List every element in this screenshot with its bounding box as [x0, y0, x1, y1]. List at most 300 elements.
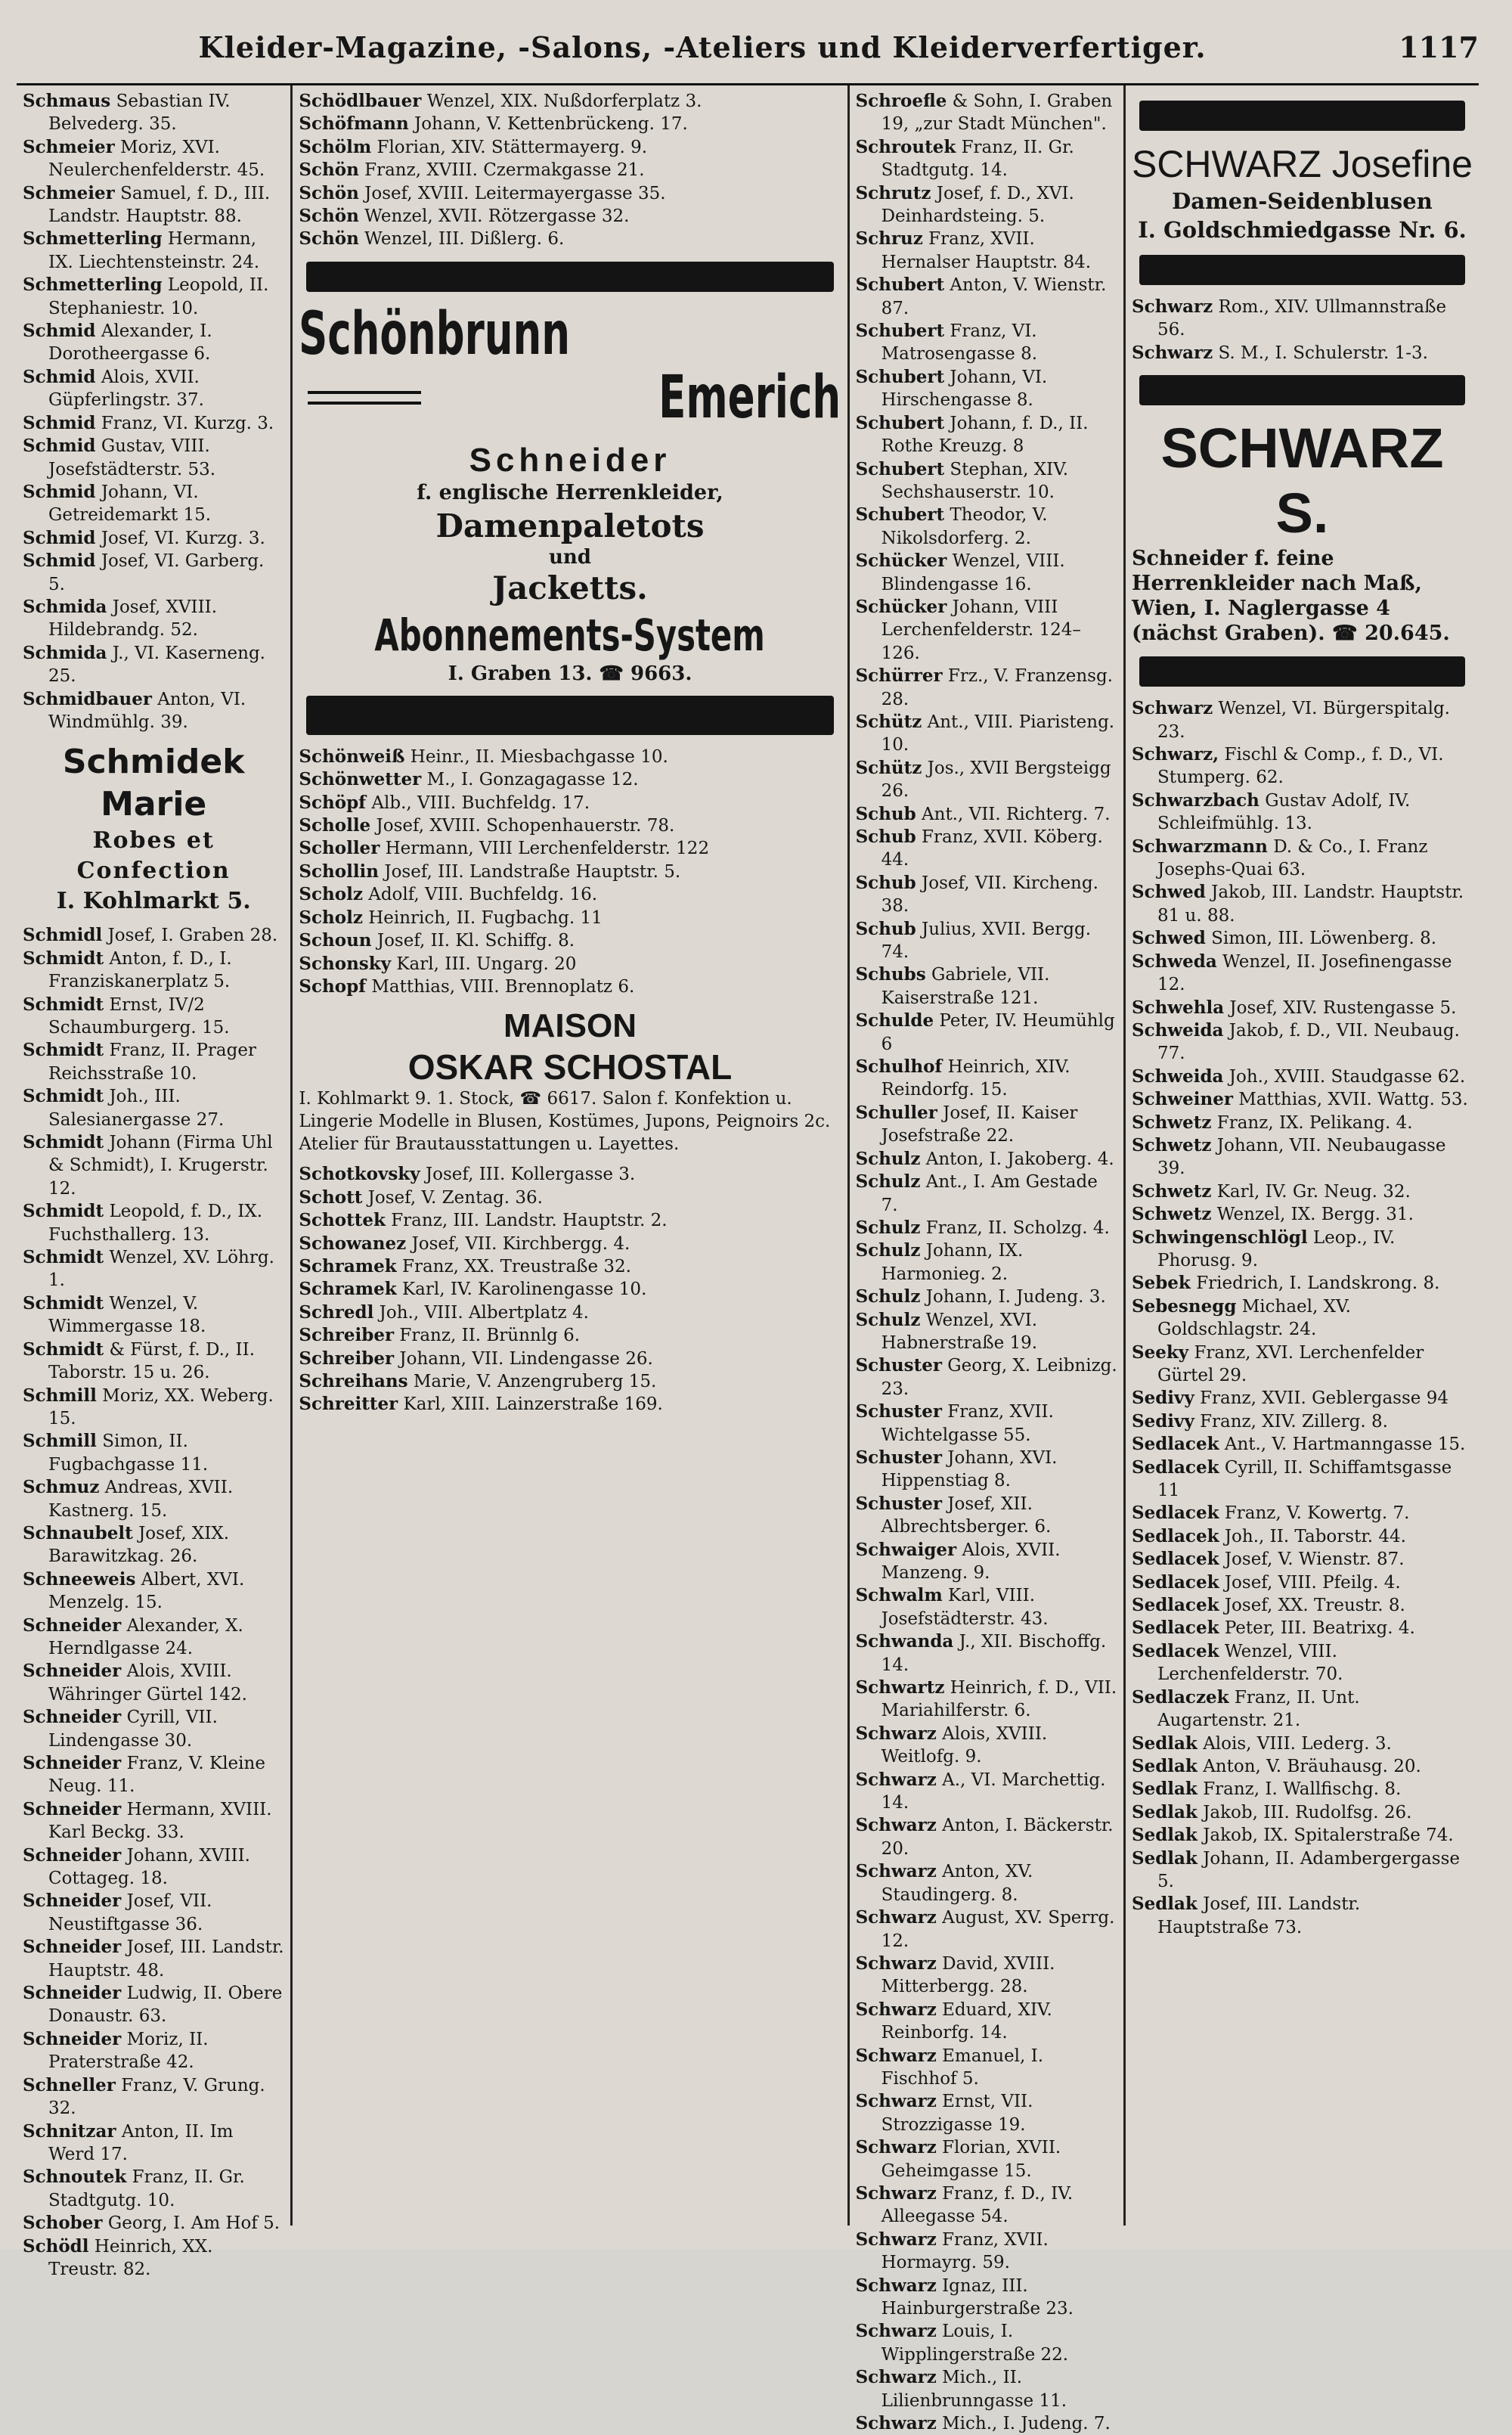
entry-name: Schmid — [23, 527, 96, 548]
entry-details: Josef, XX. Treustr. 8. — [1224, 1596, 1405, 1616]
directory-entry — [856, 1217, 1117, 1239]
entry-name: Schwarz — [855, 1769, 937, 1790]
entry-details: Josef, XVIII. Hildebrandg. 52. — [48, 597, 218, 641]
entry-details: Josef, f. D., XVI. Deinhardsteing. 5. — [881, 183, 1074, 227]
entry-details: Wenzel, III. Dißlerg. 6. — [364, 229, 565, 250]
entry-details: Franz, II. Gr. Stadtgutg. 14. — [881, 137, 1074, 181]
entry-details: Franz, V. Kleine Neug. 11. — [48, 1754, 265, 1797]
entry-name: Schneider — [23, 1983, 122, 2004]
directory-entry — [1132, 296, 1473, 342]
entry-details: S. M., I. Schulerstr. 1-3. — [1218, 343, 1428, 363]
directory-entry — [856, 711, 1117, 757]
entry-details: Johann, VI. Hirschengasse 8. — [881, 367, 1048, 411]
entry-name: Schubert — [855, 458, 945, 479]
entry-details: Johann, VII. Neubaugasse 39. — [1157, 1135, 1446, 1179]
directory-entry — [23, 481, 284, 527]
entry-name: Sedlak — [1131, 1779, 1198, 1800]
entry-name: Schneeweis — [23, 1568, 136, 1590]
directory-entry — [23, 948, 284, 994]
entry-details: Mich., I. Judeng. 7. — [942, 2414, 1111, 2434]
running-title: Kleider-Magazine, -Salons, -Ateliers und Kleiderverfertiger. — [198, 30, 1207, 64]
entry-name: Schubert — [855, 504, 945, 526]
ad-line: Damen-Seidenblusen — [1172, 188, 1433, 214]
entry-name: Schmidt — [23, 1292, 104, 1314]
entry-name: Schmid — [23, 436, 96, 457]
entry-details: Peter, III. Beatrixg. 4. — [1224, 1618, 1415, 1639]
directory-entry — [23, 994, 284, 1040]
entry-name: Schmida — [23, 596, 107, 617]
entry-name: Sebesnegg — [1131, 1295, 1237, 1317]
ad-line: und — [548, 545, 591, 569]
entry-name: Schwetz — [1131, 1204, 1212, 1225]
directory-entry — [856, 1401, 1117, 1447]
entry-details: Karl, IV. Gr. Neug. 32. — [1216, 1181, 1411, 1202]
entry-details: Franz, XVII. Hormayrg. 59. — [881, 2229, 1049, 2273]
directory-entry — [299, 182, 841, 205]
entry-name: Schneller — [23, 2074, 116, 2095]
directory-entry — [23, 1660, 284, 1706]
entry-name: Schwarz — [855, 2045, 937, 2066]
entry-name: Schwetz — [1131, 1180, 1212, 1202]
entry-details: Theodor, V. Nikolsdorferg. 2. — [881, 505, 1048, 548]
entry-details: Gustav Adolf, IV. Schleifmühlg. 13. — [1157, 790, 1411, 834]
entry-name: Schopf — [299, 976, 367, 997]
entry-name: Schweiner — [1131, 1089, 1233, 1110]
entry-name: Schneider — [23, 2028, 122, 2049]
entry-details: Marie, V. Anzengruberg 15. — [413, 1371, 657, 1391]
entry-details: Simon, III. Löwenberg. 8. — [1211, 929, 1437, 949]
entry-details: Hermann, IX. Liechtensteinstr. 24. — [48, 229, 260, 272]
entry-details: Franz, XVII. Geblergasse 94 — [1200, 1388, 1448, 1409]
entry-details: Wenzel, IX. Bergg. 31. — [1216, 1205, 1414, 1225]
entry-name: Schreitter — [299, 1394, 398, 1415]
ad-line: Jacketts. — [492, 569, 648, 606]
entry-details: Alb., VIII. Buchfeldg. 17. — [371, 793, 590, 813]
directory-entry — [1132, 1778, 1473, 1801]
directory-entry — [856, 2229, 1117, 2275]
entry-name: Schroutek — [855, 136, 956, 157]
entry-details: Johann, VII. Lindengasse 26. — [399, 1348, 653, 1369]
entry-details: Anton, I. Bäckerstr. 20. — [881, 1816, 1114, 1859]
ad-schmidek-marie — [23, 741, 284, 917]
entry-name: Schub — [855, 803, 916, 824]
directory-entry — [1132, 1686, 1473, 1732]
ad-line: f. englische Herrenkleider, — [417, 480, 723, 504]
entry-name: Schoun — [299, 930, 372, 951]
columns — [17, 85, 1479, 2434]
entry-details: Jakob, IX. Spitalerstraße 74. — [1203, 1825, 1454, 1846]
ornament-bar — [1139, 656, 1465, 687]
entry-name: Schuster — [855, 1401, 942, 1422]
directory-entry — [299, 1209, 841, 1232]
directory-entry — [299, 1255, 841, 1278]
ad-maison-schostal — [299, 1006, 841, 1155]
entry-name: Sedlacek — [1131, 1434, 1219, 1455]
entry-details: August, XV. Sperrg. 12. — [881, 1908, 1115, 1951]
directory-entry — [1132, 1180, 1473, 1203]
entry-details: David, XVIII. Mitterbergg. 28. — [881, 1953, 1055, 1997]
directory-entry — [23, 1752, 284, 1798]
directory-entry — [299, 205, 841, 228]
entry-details: Franz, II. Unt. Augartenstr. 21. — [1157, 1687, 1360, 1731]
directory-entry — [856, 1906, 1117, 1953]
ad-schoenbrunn-emerich — [299, 299, 841, 685]
entry-name: Schulz — [855, 1240, 921, 1261]
ornament-bar — [306, 262, 833, 292]
entry-details: Franz, II. Scholzg. 4. — [925, 1218, 1110, 1238]
entry-name: Schroefle — [855, 91, 947, 111]
entry-name: Sedivy — [1131, 1410, 1194, 1432]
entry-details: D. & Co., I. Franz Josephs-Quai 63. — [1157, 836, 1428, 880]
directory-entry — [23, 1798, 284, 1844]
entry-name: Schmid — [23, 551, 96, 572]
entry-details: & Fürst, f. D., II. Taborstr. 15 u. 26. — [48, 1339, 256, 1383]
directory-entry — [23, 2235, 284, 2281]
directory-entry — [856, 1493, 1117, 1539]
directory-entry — [1132, 1732, 1473, 1755]
directory-entry — [23, 924, 284, 947]
entry-name: Schön — [299, 160, 359, 181]
directory-entry — [1132, 836, 1473, 882]
entry-details: Johann, VIII Lerchenfelderstr. 124–126. — [881, 597, 1081, 663]
entry-details: Alois, XVIII. Währinger Gürtel 142. — [48, 1661, 247, 1704]
entry-name: Schreihans — [299, 1370, 408, 1391]
entry-details: Franz, III. Landstr. Hauptstr. 2. — [391, 1211, 668, 1231]
directory-entry — [23, 527, 284, 550]
directory-entry — [299, 792, 841, 814]
directory-entry — [1132, 1227, 1473, 1273]
directory-entry — [23, 90, 284, 136]
directory-entry — [23, 688, 284, 734]
directory-entry — [856, 1584, 1117, 1630]
entry-details: Heinrich, f. D., VII. Mariahilferstr. 6. — [881, 1678, 1117, 1721]
entry-details: Johann, XVIII. Cottageg. 18. — [48, 1845, 250, 1889]
entry-name: Schönwetter — [299, 769, 422, 790]
entry-name: Schmill — [23, 1385, 97, 1406]
entry-details: Gustav, VIII. Josefstädterstr. 53. — [48, 436, 216, 479]
directory-entry — [856, 504, 1117, 550]
entry-name: Schwarz — [855, 1953, 937, 1974]
directory-entry — [299, 1393, 841, 1416]
directory-entry — [299, 953, 841, 976]
entry-details: Cyrill, VII. Lindengasse 30. — [48, 1708, 218, 1751]
entry-details: Josef, III. Kollergasse 3. — [425, 1165, 636, 1185]
entry-name: Schmid — [23, 321, 96, 342]
entry-details: Ernst, IV/2 Schaumburgerg. 15. — [48, 994, 230, 1038]
directory-entry — [1132, 1801, 1473, 1824]
entry-name: Schwarz — [855, 1999, 937, 2020]
directory-entry — [299, 113, 841, 135]
entry-name: Sedlacek — [1131, 1456, 1219, 1478]
entry-details: J., XII. Bischoffg. 14. — [881, 1632, 1107, 1675]
entry-details: Franz, I. Wallfischg. 8. — [1203, 1779, 1402, 1800]
directory-entry — [1132, 1594, 1473, 1617]
entry-name: Schöfmann — [299, 113, 409, 135]
entry-details: Joh., XVIII. Staudgasse 62. — [1228, 1066, 1466, 1087]
entry-details: Fischl & Comp., f. D., VI. Stumperg. 62. — [1157, 745, 1444, 788]
entry-details: Wenzel, XVII. Rötzergasse 32. — [364, 206, 630, 227]
entry-details: Franz, V. Kowertg. 7. — [1224, 1503, 1410, 1524]
entry-details: Karl, IV. Karolinengasse 10. — [401, 1280, 647, 1300]
entry-name: Schruz — [855, 228, 923, 250]
directory-entry — [856, 1814, 1117, 1860]
entry-name: Schwarz — [1131, 342, 1213, 363]
entry-details: Joh., III. Salesianergasse 27. — [48, 1087, 225, 1130]
directory-entry — [856, 1677, 1117, 1723]
directory-entry — [23, 2120, 284, 2167]
entry-name: Schuller — [855, 1102, 937, 1123]
entry-details: Joh., II. Taborstr. 44. — [1224, 1526, 1406, 1546]
entry-name: Schneider — [23, 1707, 122, 1728]
entry-details: Johann, IX. Harmonieg. 2. — [881, 1241, 1024, 1284]
ad-address: I. Graben 13. ☎ 9663. — [448, 662, 692, 685]
entry-details: Alois, XVII. Güpferlingstr. 37. — [48, 367, 204, 411]
entry-name: Schulz — [855, 1171, 921, 1193]
directory-entry — [1132, 1342, 1473, 1388]
directory-entry — [23, 1338, 284, 1385]
directory-entry — [1132, 927, 1473, 950]
ad-schwarz-s — [1132, 416, 1473, 646]
entry-name: Schwarzmann — [1131, 836, 1268, 857]
entry-name: Sedivy — [1131, 1388, 1194, 1409]
directory-entry — [856, 665, 1117, 711]
entry-details: Leop., IV. Phorusg. 9. — [1157, 1227, 1396, 1270]
entry-details: Johann, VI. Getreidemarkt 15. — [48, 482, 212, 526]
entry-name: Schwarz — [855, 2137, 937, 2158]
entry-details: Wenzel, VI. Bürgerspitalg. 23. — [1157, 699, 1450, 742]
entry-name: Schubs — [855, 964, 926, 985]
directory-entry — [23, 1982, 284, 2028]
entry-name: Sedlacek — [1131, 1571, 1219, 1593]
directory-entry — [23, 1385, 284, 1431]
ad-name-first: Schönbrunn — [299, 299, 571, 368]
entry-name: Schwarz — [855, 1815, 937, 1836]
directory-entry — [23, 1890, 284, 1936]
entry-name: Schwalm — [855, 1585, 943, 1606]
directory-entry — [299, 1163, 841, 1186]
directory-entry — [856, 90, 1117, 136]
ad-name-second: OSKAR SCHOSTAL — [407, 1047, 733, 1087]
entry-name: Schwarz — [855, 2367, 937, 2388]
entry-details: Josef, XII. Albrechtsberger. 6. — [881, 1494, 1052, 1537]
ad-text: Schneider f. feine Herrenkleider nach Maß, Wien, I. Naglergasse 4 (nächst Graben). ☎ 20.645. — [1131, 547, 1450, 646]
entry-name: Schödlbauer — [299, 91, 422, 111]
entry-name: Schuster — [855, 1355, 942, 1376]
entry-details: Franz, XX. Treustraße 32. — [401, 1256, 631, 1276]
entry-details: Julius, XVII. Bergg. 74. — [881, 919, 1092, 963]
directory-entry — [23, 1568, 284, 1615]
entry-details: Franz, II. Brünnlg 6. — [399, 1326, 581, 1346]
entry-details: Franz, XIV. Zillerg. 8. — [1200, 1411, 1388, 1432]
entry-details: Johann, I. Judeng. 3. — [925, 1287, 1106, 1307]
directory-entry — [856, 1010, 1117, 1056]
directory-entry — [299, 228, 841, 250]
directory-entry — [856, 274, 1117, 320]
entry-name: Schön — [299, 228, 359, 250]
directory-entry — [856, 182, 1117, 228]
entry-name: Schmidt — [23, 1201, 104, 1222]
entry-details: Alois, XVII. Manzeng. 9. — [881, 1540, 1061, 1583]
entry-name: Schwaiger — [855, 1539, 957, 1560]
directory-entry — [856, 963, 1117, 1010]
entry-details: Ant., VII. Richterg. 7. — [922, 804, 1111, 824]
entry-name: Schücker — [855, 551, 947, 572]
entry-name: Schmetterling — [23, 228, 163, 250]
entry-details: Wenzel, XV. Löhrg. 1. — [48, 1248, 274, 1291]
ad-text: I. Kohlmarkt 9. 1. Stock, ☎ 6617. Salon f. Konfektion u. Lingerie Modelle in Blusen, Kostümes, Jupons, Peignoirs 2c. Atelier für Brautausstattungen u. Layettes. — [299, 1089, 831, 1155]
entry-details: Johann, f. D., II. Rothe Kreuzg. 8 — [881, 413, 1089, 457]
directory-entry — [856, 596, 1117, 665]
directory-entry — [299, 1370, 841, 1393]
entry-name: Schölm — [299, 136, 372, 157]
entry-details: Josef, III. Landstraße Hauptstr. 5. — [384, 861, 681, 882]
directory-entry — [856, 320, 1117, 366]
entry-details: Andreas, XVII. Kastnerg. 15. — [48, 1478, 234, 1521]
entry-name: Schott — [299, 1186, 363, 1208]
entry-name: Schmidl — [23, 925, 103, 946]
entry-name: Sedlacek — [1131, 1549, 1219, 1570]
directory-entry — [856, 1171, 1117, 1217]
directory-entry — [1132, 342, 1473, 364]
directory-entry — [1132, 1295, 1473, 1342]
directory-entry — [856, 1148, 1117, 1171]
directory-entry — [856, 2090, 1117, 2136]
entry-name: Schmaus — [23, 91, 111, 111]
entry-details: Wenzel, VIII. Lerchenfelderstr. 70. — [1157, 1641, 1343, 1685]
directory-entry — [23, 1430, 284, 1476]
directory-entry — [1132, 1134, 1473, 1180]
entry-name: Schollin — [299, 861, 380, 882]
entry-details: Franz, V. Grung. 32. — [48, 2075, 265, 2119]
entry-name: Schneider — [23, 1753, 122, 1773]
entry-name: Schön — [299, 206, 359, 227]
directory-entry — [299, 1186, 841, 1209]
entry-name: Schmidt — [23, 948, 104, 969]
directory-entry — [1132, 1847, 1473, 1894]
entry-name: Seeky — [1131, 1342, 1189, 1363]
entry-details: Jos., XVII Bergsteigg 26. — [881, 758, 1111, 802]
entry-name: Schowanez — [299, 1233, 407, 1254]
directory-entry — [1132, 1824, 1473, 1847]
directory-entry — [1132, 1617, 1473, 1639]
directory-entry — [23, 642, 284, 688]
entry-details: Alois, VIII. Lederg. 3. — [1203, 1733, 1392, 1754]
entry-details: Simon, II. Fugbachgasse 11. — [48, 1432, 209, 1475]
entry-name: Schücker — [855, 596, 947, 617]
entry-details: Franz, VI. Kurzg. 3. — [101, 413, 274, 433]
directory-entry — [299, 861, 841, 883]
directory-entry — [856, 550, 1117, 596]
entry-details: Leopold, II. Stephaniestr. 10. — [48, 275, 269, 318]
entry-details: Jakob, f. D., VII. Neubaug. 77. — [1157, 1020, 1460, 1064]
column-3 — [850, 85, 1126, 2434]
entry-name: Schneider — [23, 1891, 122, 1912]
directory-entry — [856, 1447, 1117, 1493]
entry-name: Schulz — [855, 1309, 921, 1330]
directory-entry — [23, 136, 284, 182]
entry-details: Franz, II. Gr. Stadtgutg. 10. — [48, 2167, 245, 2210]
entry-name: Schmidt — [23, 1338, 104, 1360]
entry-name: Schmid — [23, 412, 96, 433]
entry-name: Schwarzbach — [1131, 789, 1259, 811]
entry-name: Schonsky — [299, 953, 392, 974]
entry-name: Schubert — [855, 366, 945, 387]
directory-entry — [1132, 789, 1473, 836]
entry-details: Alois, XVIII. Weitlofg. 9. — [881, 1723, 1048, 1767]
directory-entry — [23, 412, 284, 435]
entry-name: Schrutz — [855, 182, 931, 203]
directory-entry — [1132, 1525, 1473, 1548]
directory-entry — [23, 1200, 284, 1246]
entry-details: Heinrich, II. Fugbachg. 11 — [368, 907, 603, 928]
entry-name: Schöpf — [299, 792, 367, 813]
entry-name: Schramek — [299, 1279, 397, 1300]
directory-entry — [23, 550, 284, 596]
entry-name: Sedlak — [1131, 1847, 1198, 1869]
ad-name: Schmidek Marie — [62, 743, 245, 824]
directory-entry — [23, 2074, 284, 2120]
entry-details: Josef, III. Landstr. Hauptstr. 48. — [48, 1937, 284, 1981]
entry-name: Schubert — [855, 412, 945, 433]
page-header — [17, 30, 1479, 85]
entry-name: Schmidt — [23, 1132, 104, 1153]
entry-details: Heinrich, XX. Treustr. 82. — [48, 2236, 213, 2279]
directory-entry — [856, 2182, 1117, 2229]
ad-name-second: Emerich — [658, 363, 841, 432]
entry-name: Schmid — [23, 481, 96, 502]
entry-details: Josef, III. Landstr. Hauptstraße 73. — [1157, 1894, 1361, 1937]
directory-entry — [1132, 951, 1473, 997]
entry-name: Schober — [23, 2213, 103, 2234]
entry-name: Schmidbauer — [23, 688, 152, 709]
directory-entry — [856, 757, 1117, 803]
directory-entry — [1132, 1640, 1473, 1686]
directory-entry — [856, 1953, 1117, 1999]
entry-details: Matthias, XVII. Wattg. 53. — [1238, 1090, 1468, 1110]
entry-details: Franz, XVI. Lerchenfelder Gürtel 29. — [1157, 1342, 1424, 1385]
entry-list — [23, 924, 284, 2281]
directory-entry — [856, 1239, 1117, 1286]
directory-entry — [299, 1324, 841, 1347]
entry-name: Scholle — [299, 815, 371, 836]
entry-name: Schmidt — [23, 1040, 104, 1061]
entry-name: Schulz — [855, 1217, 921, 1238]
entry-name: Schub — [855, 872, 916, 893]
entry-details: Josef, VII. Kircheng. 38. — [881, 873, 1098, 917]
entry-details: Josef, V. Zentag. 36. — [367, 1187, 543, 1208]
entry-details: Louis, I. Wipplingerstraße 22. — [881, 2322, 1069, 2365]
entry-details: Anton, f. D., I. Franziskanerplatz 5. — [48, 948, 232, 992]
ornament-bar — [1139, 101, 1465, 131]
entry-name: Schwetz — [1131, 1112, 1212, 1133]
directory-entry — [23, 1706, 284, 1752]
directory-entry — [1132, 1203, 1473, 1226]
entry-name: Schreiber — [299, 1325, 395, 1346]
directory-entry — [23, 1085, 284, 1131]
entry-name: Schneider — [23, 1937, 122, 1958]
directory-entry — [856, 2412, 1117, 2435]
directory-entry — [856, 1354, 1117, 1401]
entry-details: Moriz, XVI. Neulerchenfelderstr. 45. — [48, 137, 265, 181]
entry-name: Schnoutek — [23, 2167, 127, 2188]
page-number: 1117 — [1399, 30, 1479, 64]
entry-name: Sedlak — [1131, 1732, 1198, 1754]
directory-entry — [1132, 997, 1473, 1019]
entry-name: Schnaubelt — [23, 1522, 133, 1543]
entry-name: Schwarz — [855, 2275, 937, 2296]
entry-name: Schwarz — [855, 2413, 937, 2434]
entry-details: Johann (Firma Uhl & Schmidt), I. Krugerstr. 12. — [48, 1133, 273, 1199]
